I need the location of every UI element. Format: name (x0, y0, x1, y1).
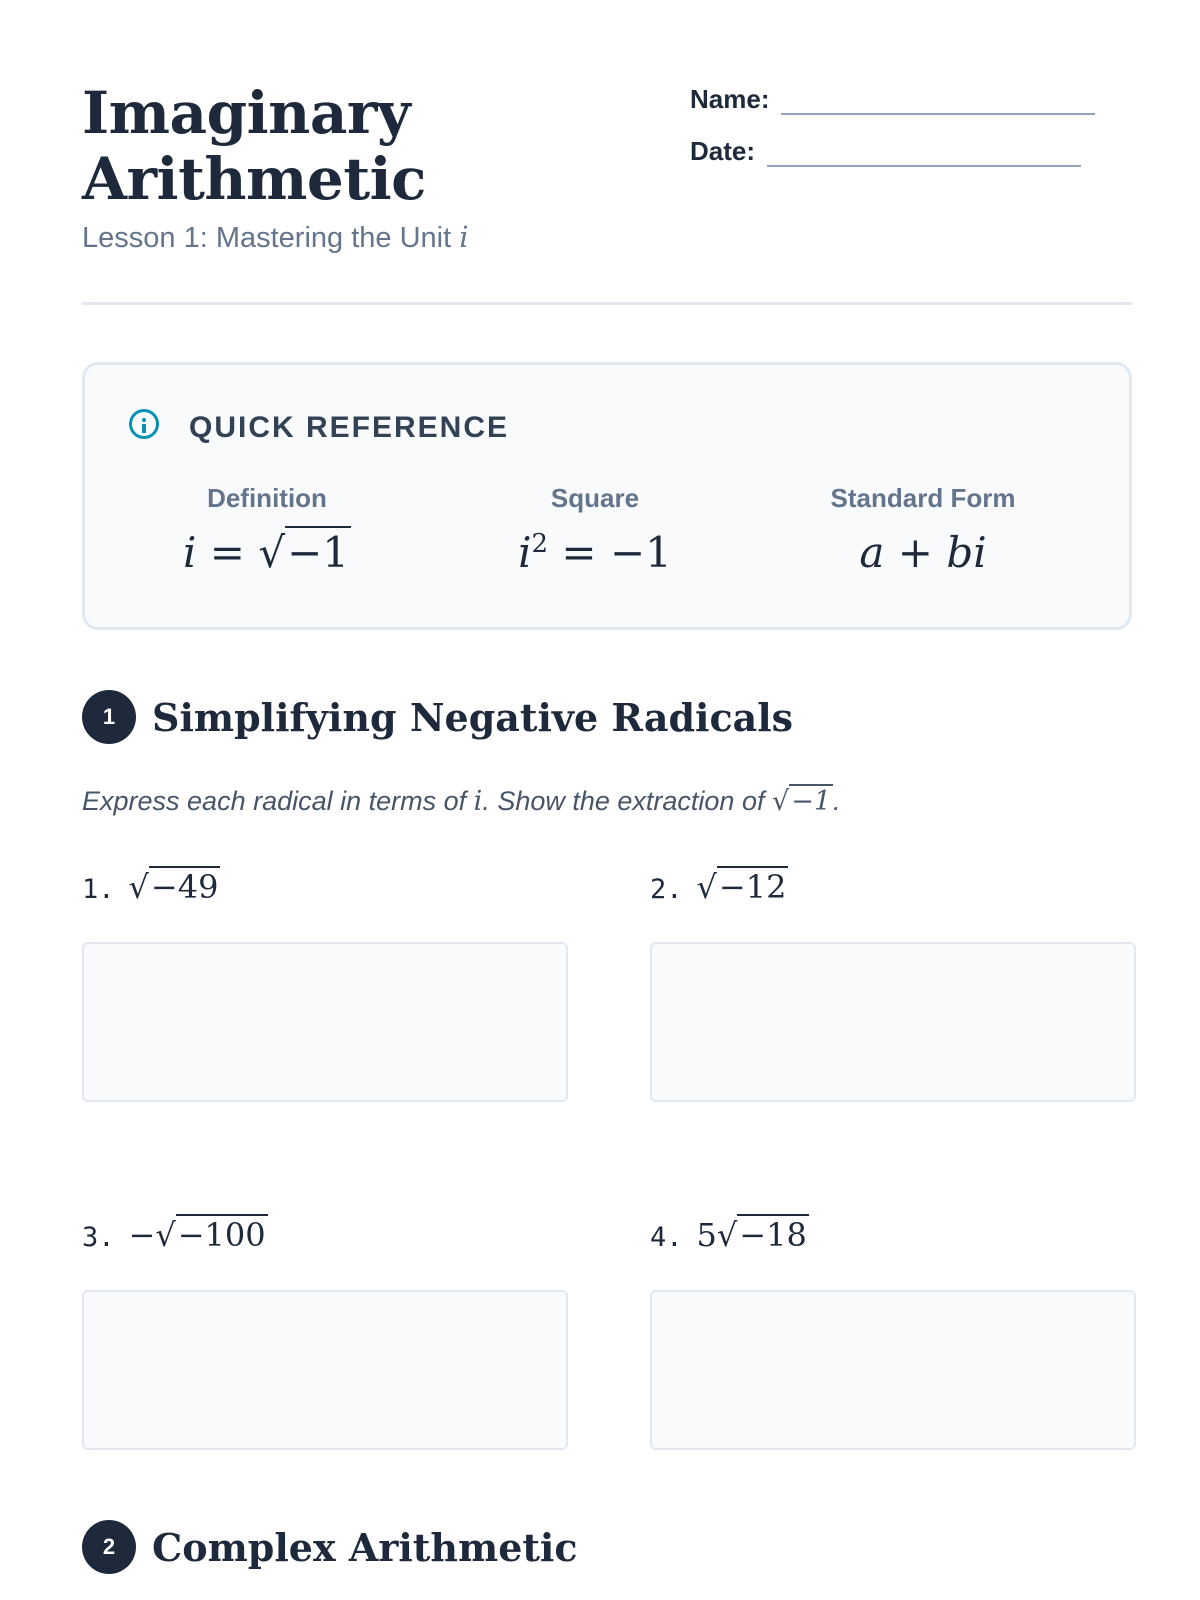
formula-variable: i (182, 528, 197, 577)
section-2-header (82, 1520, 578, 1574)
formula-variable: i (518, 528, 532, 577)
radical: √−49 (128, 868, 219, 906)
date-line[interactable] (767, 145, 1081, 167)
problem-number: 3. (82, 1222, 115, 1253)
section-number-badge: 1 (82, 690, 136, 744)
header-divider (82, 302, 1132, 305)
name-label: Name: (690, 84, 770, 114)
quick-reference-heading: QUICK REFERENCE (189, 411, 510, 444)
problem-4 (650, 1216, 809, 1254)
radical: √−1 (771, 786, 832, 817)
radical: √−12 (696, 868, 787, 906)
problem-expression (129, 868, 221, 906)
name-field (690, 84, 1095, 115)
radical: √−18 (716, 1216, 807, 1254)
expression-prefix: − (128, 1216, 156, 1254)
answer-box-4[interactable] (650, 1290, 1136, 1450)
problem-expression (697, 1216, 809, 1254)
radicand: −1 (791, 786, 832, 817)
subtitle-text: Lesson 1: Mastering the Unit (82, 222, 460, 254)
reference-formula (425, 528, 765, 577)
formula-equals: = (196, 528, 259, 577)
section-title: Complex Arithmetic (152, 1524, 578, 1570)
problem-3 (82, 1216, 268, 1254)
radical: √−100 (155, 1216, 266, 1254)
page-title (82, 80, 642, 212)
reference-formula (97, 528, 437, 577)
radicand: −12 (718, 868, 787, 906)
subtitle-variable: i (459, 220, 469, 254)
date-field (690, 136, 1081, 167)
answer-box-3[interactable] (82, 1290, 568, 1450)
reference-definition (97, 483, 437, 577)
reference-formula (753, 528, 1093, 577)
radicand: −18 (739, 1216, 807, 1254)
problem-number: 2. (650, 874, 683, 905)
reference-label: Definition (207, 483, 327, 513)
quick-reference-panel (82, 362, 1132, 630)
radical: √−1 (258, 528, 350, 577)
date-label: Date: (690, 136, 756, 166)
info-icon (129, 409, 159, 439)
reference-standard-form (753, 483, 1093, 577)
instructions-variable: i (473, 786, 483, 817)
formula-variable: a (859, 528, 885, 577)
section-title: Simplifying Negative Radicals (152, 694, 794, 740)
reference-label: Square (550, 483, 640, 513)
answer-box-2[interactable] (650, 942, 1136, 1102)
instructions-text: . Show the extraction of (482, 786, 772, 816)
title-line-1: Imaginary (82, 79, 411, 147)
instructions-text: . (833, 786, 841, 816)
radicand: −49 (150, 868, 219, 906)
page-subtitle (82, 220, 468, 255)
radicand: −1 (287, 528, 350, 577)
formula-exponent: 2 (531, 529, 549, 559)
formula-variable: i (973, 528, 987, 577)
formula-variable: b (946, 528, 974, 577)
formula-plus: + (884, 528, 947, 577)
section-1-header (82, 690, 793, 744)
problem-number: 1. (82, 874, 115, 905)
problem-2 (650, 868, 788, 906)
problem-number: 4. (650, 1222, 683, 1253)
formula-rhs: = −1 (548, 528, 672, 577)
title-line-2: Arithmetic (82, 145, 426, 213)
section-instructions (82, 786, 841, 817)
answer-box-1[interactable] (82, 942, 568, 1102)
radicand: −100 (177, 1216, 266, 1254)
problem-expression (697, 868, 789, 906)
reference-square (425, 483, 765, 577)
expression-prefix: 5 (696, 1216, 717, 1254)
instructions-text: Express each radical in terms of (82, 786, 474, 816)
section-number-badge: 2 (82, 1520, 136, 1574)
name-line[interactable] (781, 93, 1095, 115)
problem-expression (129, 1216, 268, 1254)
reference-label: Standard Form (830, 483, 1016, 513)
problem-1 (82, 868, 220, 906)
